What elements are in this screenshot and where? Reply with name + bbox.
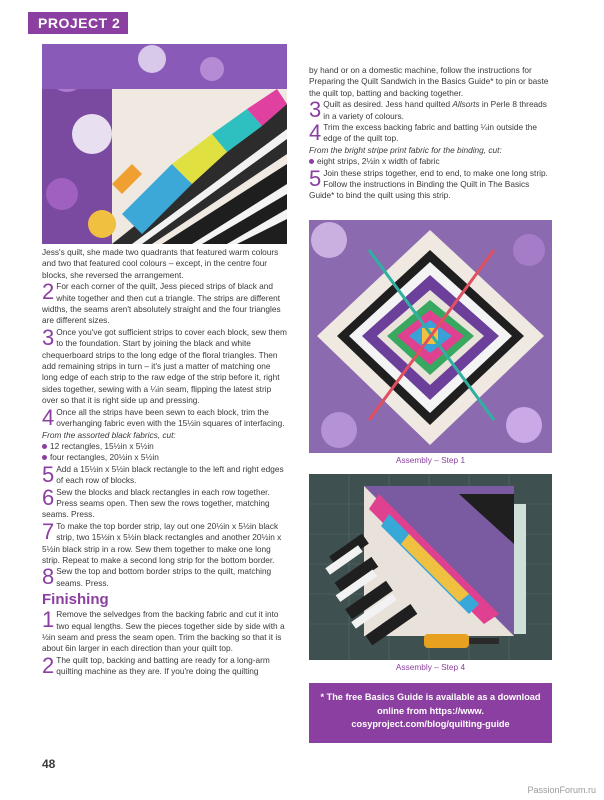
step-text: To make the top border strip, lay out one 20½in x 5½in black strip, two 15½in x 5½in black rectangles and another 20½in x 5½in black strip in a row. Sew them together to make one long strip. Repeat to make a second long strip for the bottom border. (42, 520, 282, 565)
step-text: Sew the top and bottom border strips to the quilt, matching seams. Press. (56, 566, 272, 588)
step-text: Trim the excess backing fabric and batting ¼in outside the edge of the quilt top. (323, 122, 537, 144)
page-number: 48 (42, 757, 56, 771)
step-text: Join these strips together, end to end, to make one long strip. Follow the instructions in Binding the Quilt in The Basics Guide* to bind the quilt using this strip. (309, 167, 548, 201)
step-text: Once all the strips have been sewn to each block, trim the overhanging fabric even with the 15½in squares of interfacing. (56, 406, 285, 429)
left-column-text (42, 247, 288, 678)
watermark: PassionForum.ru (527, 785, 596, 795)
basics-guide-promo: * The free Basics Guide is available as a download online from https://www. cosyproject.com/blog/quilting-guide (309, 683, 552, 743)
step-text: Add a 15½in x 5½in black rectangle to the left and right edges of each row of blocks. (56, 463, 284, 486)
continuation-text: by hand or on a domestic machine, follow the instructions for Preparing the Quilt Sandwich in the Basics Guide* to pin or baste the quilt top, batting and backing together. (309, 65, 549, 98)
step-number: 3 (309, 97, 322, 123)
step-number: 1 (42, 607, 55, 633)
assembly-step-1-photo (309, 220, 552, 453)
step-number: 6 (42, 484, 55, 510)
right-step-5 (309, 165, 553, 202)
step-text: For each corner of the quilt, Jess pieced strips of black and white together and then cut a triangle. The strips are different widths, the seams aren't absolutely straight and the four triangles are different sizes. (42, 281, 281, 326)
step-number: 2 (42, 652, 55, 678)
quilt-detail-photo (42, 44, 287, 244)
cut-item: four rectangles, 20½in x 5½in (42, 452, 288, 463)
left-step-5 (42, 461, 288, 487)
step-3-text-pre: Quilt as desired. Jess hand quilted (323, 99, 453, 110)
step-text: Sew the blocks and black rectangles in each row together. Press seams open. Then sew the rows together, matching seams. Press. (42, 486, 270, 520)
left-step-4 (42, 404, 288, 430)
step-number: 8 (42, 564, 55, 590)
step-number: 4 (42, 404, 55, 430)
step-3-text-post: in Perle 8 threads in a variety of colours. (323, 99, 547, 121)
caption-step-1: Assembly – Step 1 (395, 455, 466, 465)
step-number: 7 (42, 518, 55, 544)
step-text: The quilt top, backing and batting are ready for a long-arm quilting machine as they are. If you're doing the quilting (56, 654, 270, 677)
cut-item: 12 rectangles, 15½in x 5½in (42, 441, 288, 452)
left-step-8 (42, 566, 288, 589)
step-text: Remove the selvedges from the backing fabric and cut it into two equal lengths. Sew the pieces together side by side with a ½in seam and press the seam open. Trim the backing so that it is about 6in larger in each direction than your quilt top. (42, 609, 285, 654)
step-number: 5 (42, 461, 55, 487)
left-step-6 (42, 484, 288, 521)
step-number: 2 (42, 279, 55, 305)
quilt-title: Allsorts (452, 99, 480, 110)
step-number: 4 (309, 120, 322, 146)
caption-step-4: Assembly – Step 4 (395, 662, 466, 672)
black-fabric-cut-heading: From the assorted black fabrics, cut: (42, 429, 176, 440)
binding-cut-item: eight strips, 2½in x width of fabric (309, 156, 553, 167)
left-step-7 (42, 518, 288, 567)
finishing-heading: Finishing (42, 591, 109, 609)
right-column-text (309, 65, 553, 202)
step-number: 5 (309, 165, 322, 191)
finishing-step-1 (42, 609, 288, 655)
step-text: Once you've got sufficient strips to cover each block, sew them to the foundation. Start by joining the black and white chequerboard strips to the long edge of the floral triangles. Then add remaining strips in turn – it's just a matter of matching one long edge of each strip to the raw edge of the strip before it, right sides together, sewing with a ¼in seam, flipping the latest strip over so that it is right side up and pressing. (42, 326, 287, 406)
right-step-3 (309, 99, 553, 122)
project-banner: PROJECT 2 (28, 12, 128, 34)
binding-cut-heading: From the bright stripe print fabric for the binding, cut: (309, 144, 502, 155)
left-step-3 (42, 324, 288, 407)
right-step-4 (309, 122, 553, 145)
intro-text: Jess's quilt, she made two quadrants that featured warm colours and two that featured cool colours – except, in the centre four blocks, she reversed the arrangement. (42, 247, 279, 280)
step-number: 3 (42, 324, 55, 350)
left-step-2 (42, 281, 288, 327)
assembly-step-4-photo (309, 474, 552, 660)
finishing-step-2 (42, 652, 288, 678)
